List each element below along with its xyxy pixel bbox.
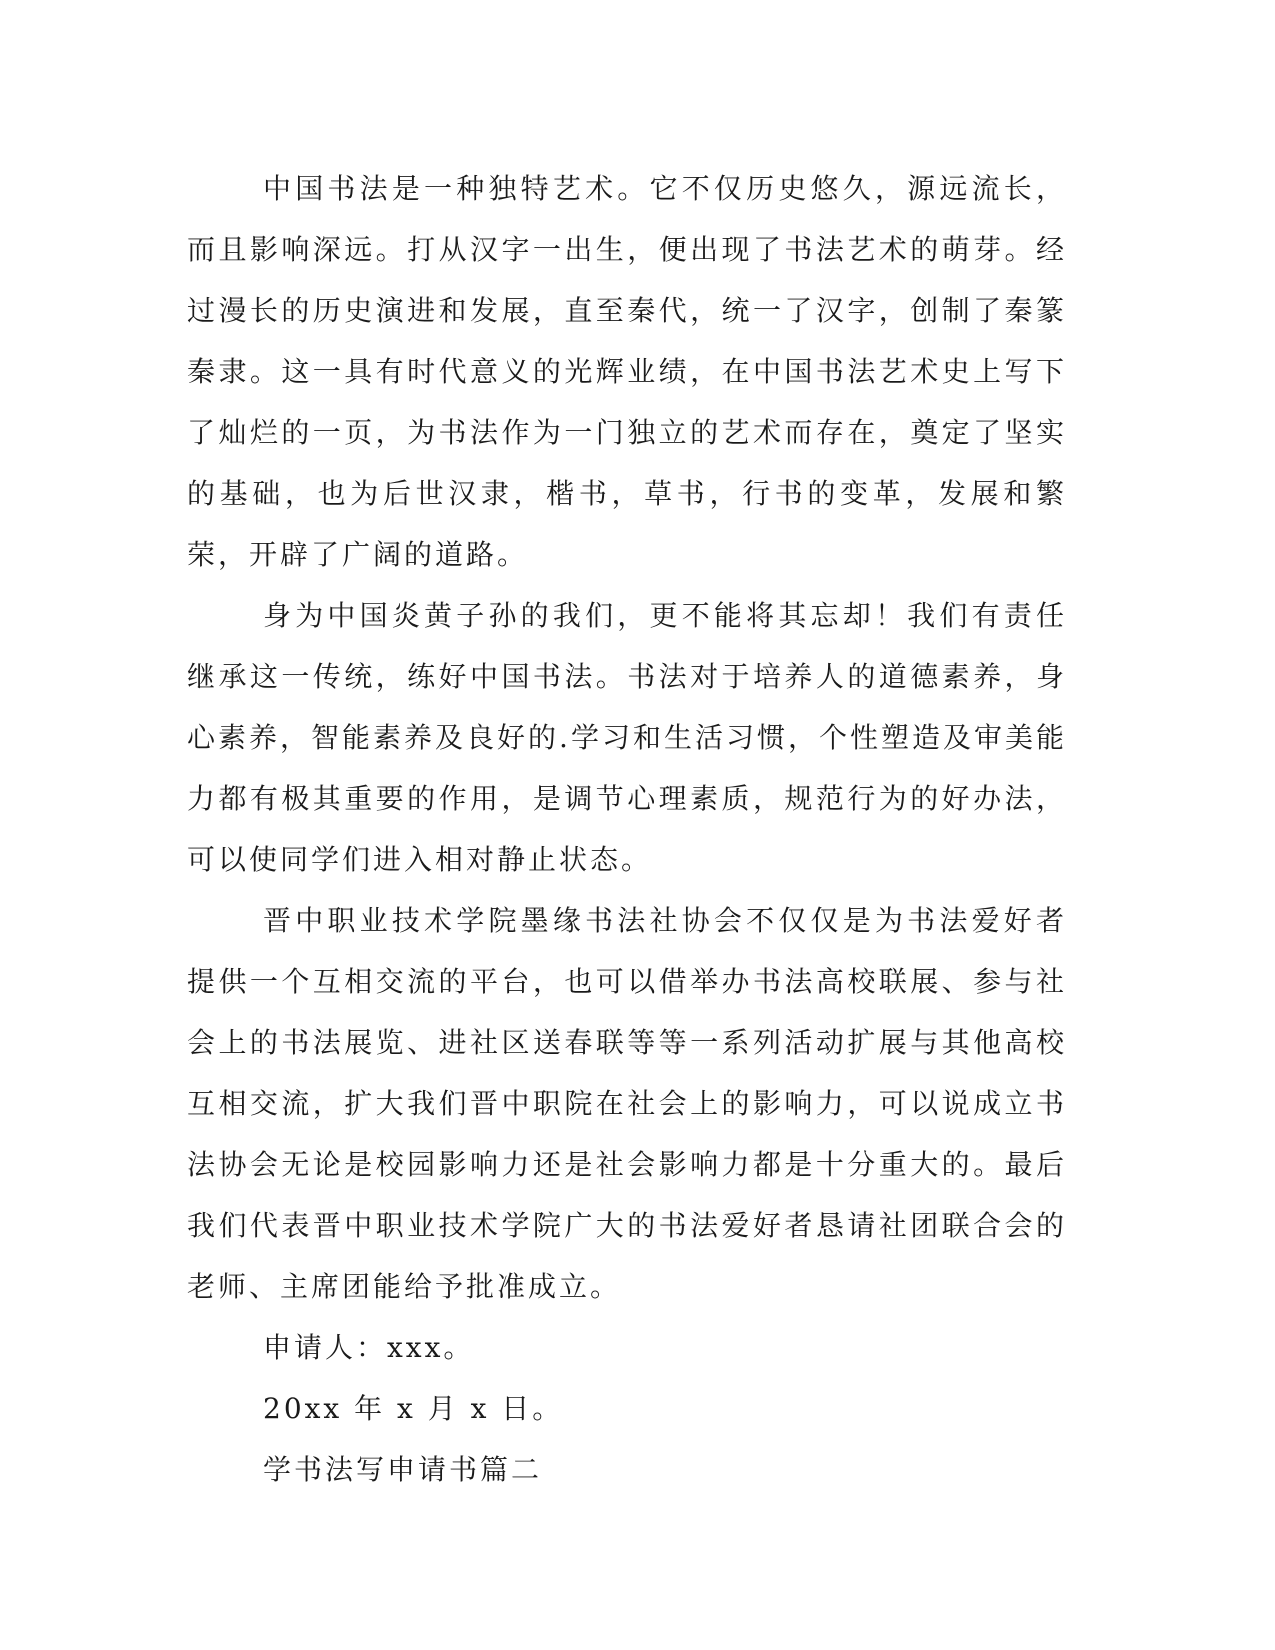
paragraph-history: 中国书法是一种独特艺术。它不仅历史悠久，源远流长，而且影响深远。打从汉字一出生，便出现了书法艺术的萌芽。经过漫长的历史演进和发展，直至秦代，统一了汉字，创制了秦篆秦隶。这一具有时代意义的光辉业绩，在中国书法艺术史上写下了灿烂的一页，为书法作为一门独立的艺术而存在，奠定了坚实的基础，也为后世汉隶，楷书，草书，行书的变革，发展和繁荣，开辟了广阔的道路。: [187, 172, 1067, 571]
paragraph-association: 晋中职业技术学院墨缘书法社协会不仅仅是为书法爱好者提供一个互相交流的平台，也可以借举办书法高校联展、参与社会上的书法展览、进社区送春联等等一系列活动扩展与其他高校互相交流，扩大我们晋中职院在社会上的影响力，可以说成立书法协会无论是校园影响力还是社会影响力都是十分重大的。最后我们代表晋中职业技术学院广大的书法爱好者恳请社团联合会的老师、主席团能给予批准成立。: [187, 904, 1067, 1303]
document-body: [187, 158, 1067, 1500]
date-line: 20xx 年 x 月 x 日。: [263, 1392, 564, 1425]
applicant-line: 申请人：xxx。: [263, 1331, 475, 1364]
next-section-title: 学书法写申请书篇二: [263, 1453, 543, 1486]
paragraph-responsibility: 身为中国炎黄子孙的我们，更不能将其忘却！我们有责任继承这一传统，练好中国书法。书法对于培养人的道德素养，身心素养，智能素养及良好的.学习和生活习惯，个性塑造及审美能力都有极其重要的作用，是调节心理素质，规范行为的好办法，可以使同学们进入相对静止状态。: [187, 599, 1067, 876]
